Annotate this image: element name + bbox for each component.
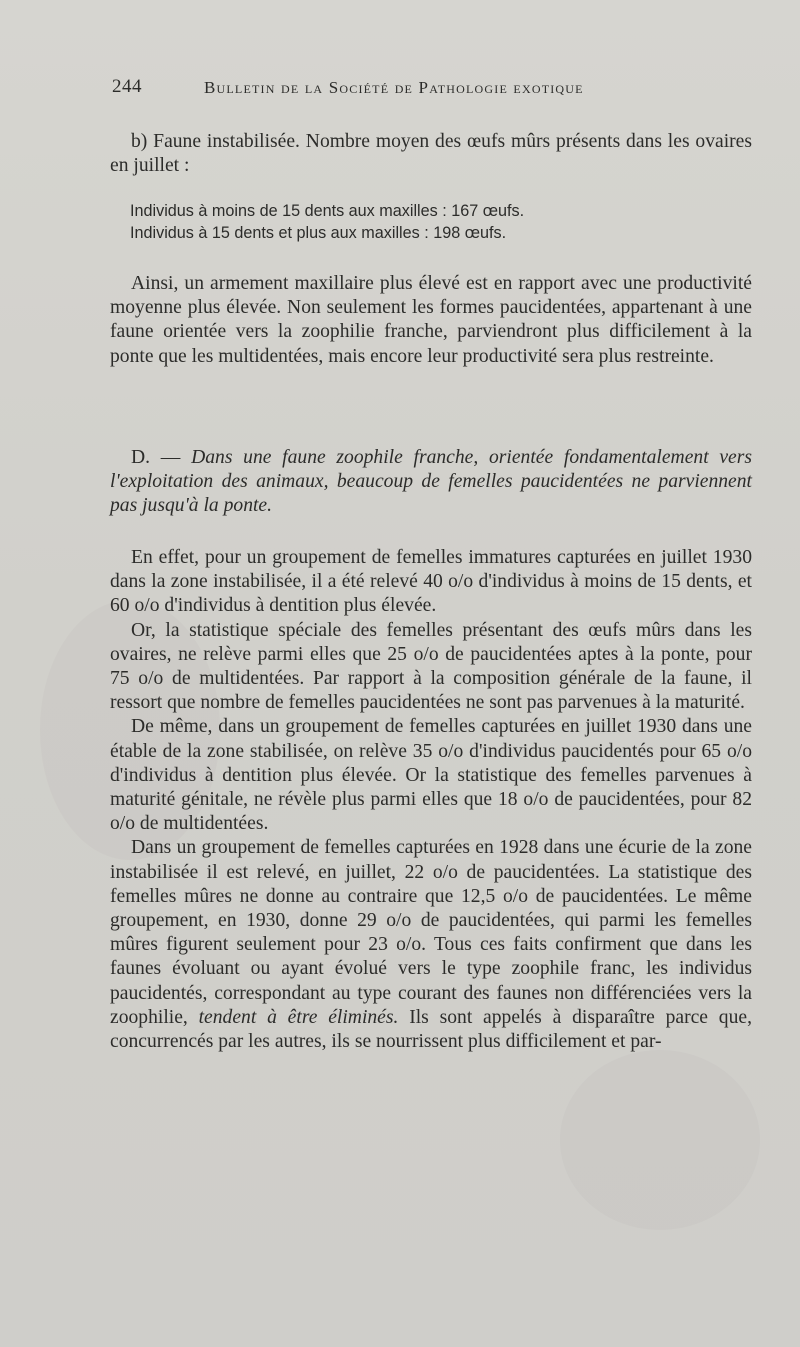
last-paragraph-after: Ils sont appelés à disparaître parce que, concurrencés par les autres, ils se nourrissent plus difficilement et par-: [110, 1006, 752, 1053]
main-body: [110, 546, 752, 1054]
last-paragraph-emphasis: tendent à être éliminés.: [198, 1006, 399, 1028]
paper-stain: [560, 1050, 760, 1230]
section-d-statement: Dans une faune zoophile franche, orientée fondamentalement vers l'exploitation des animaux, beaucoup de femelles paucidentées ne parviennent pas jusqu'à la ponte.: [110, 447, 752, 517]
paragraph-text: Ainsi, un armement maxillaire plus élevé est en rapport avec une productivité moyenne plus élevée. Non seulement les formes paucidentées, appartenant à une faune orientée vers la zoophilie franche, parviendront plus difficilement à la ponte que les multidentées, mais encore leur productivité sera plus restreinte.: [110, 273, 752, 367]
body-paragraph: De même, dans un groupement de femelles capturées en juillet 1930 dans une étable de la zone stabilisée, on relève 35 o/o d'individus paucidentés pour 65 o/o d'individus à dentition plus élevée. Or la statistique des femelles parvenues à maturité génitale, ne révèle plus parmi elles que 18 o/o de paucidentées, pour 82 o/o de multidentées.: [110, 716, 752, 835]
egg-count-list: [130, 200, 750, 244]
section-d-text: [110, 446, 752, 519]
page-number: 244: [112, 76, 142, 97]
body-paragraph: Or, la statistique spéciale des femelles présentant des œufs mûrs dans les ovaires, ne relève parmi elles que 25 o/o de paucidentées aptes à la ponte, pour 75 o/o de multidentées. Par rapport à la composition générale de la faune, il ressort que nombre de femelles paucidentées ne sont pas parvenues à la maturité.: [110, 619, 752, 714]
page-header: [112, 76, 752, 102]
section-b-text: b) Faune instabilisée. Nombre moyen des œufs mûrs présents dans les ovaires en juillet :: [110, 131, 752, 177]
section-d: [110, 446, 752, 519]
body-paragraph: En effet, pour un groupement de femelles immatures capturées en juillet 1930 dans la zone instabilisée, il a été relevé 40 o/o d'individus à moins de 15 dents, et 60 o/o d'individus à dentition plus élevée.: [110, 547, 752, 617]
last-paragraph-before: Dans un groupement de femelles capturées en 1928 dans une écurie de la zone instabilisée il est relevé, en juillet, 22 o/o de paucidentées. La statistique des femelles mûres ne donne au contraire que 12,5 o/o de paucidentées. Le même groupement, en 1930, donne 29 o/o de paucidentées, qui parmi les femelles mûres figurent seulement pour 23 o/o. Tous ces faits confirment que dans les faunes évoluant ou ayant évolué vers le type zoophile franc, les individus paucidentés, correspondant au type courant des faunes non différenciées vers la zoophilie,: [110, 837, 752, 1028]
section-d-lead: D. —: [131, 447, 192, 468]
egg-count-line: Individus à 15 dents et plus aux maxilles : 198 œufs.: [130, 224, 507, 242]
section-b: [110, 130, 752, 178]
egg-count-line: Individus à moins de 15 dents aux maxilles : 167 œufs.: [130, 202, 525, 220]
running-head: Bulletin de la Société de Pathologie exotique: [204, 78, 584, 97]
body-paragraph-last: [110, 836, 752, 1054]
paragraph-ainsi: [110, 272, 752, 369]
